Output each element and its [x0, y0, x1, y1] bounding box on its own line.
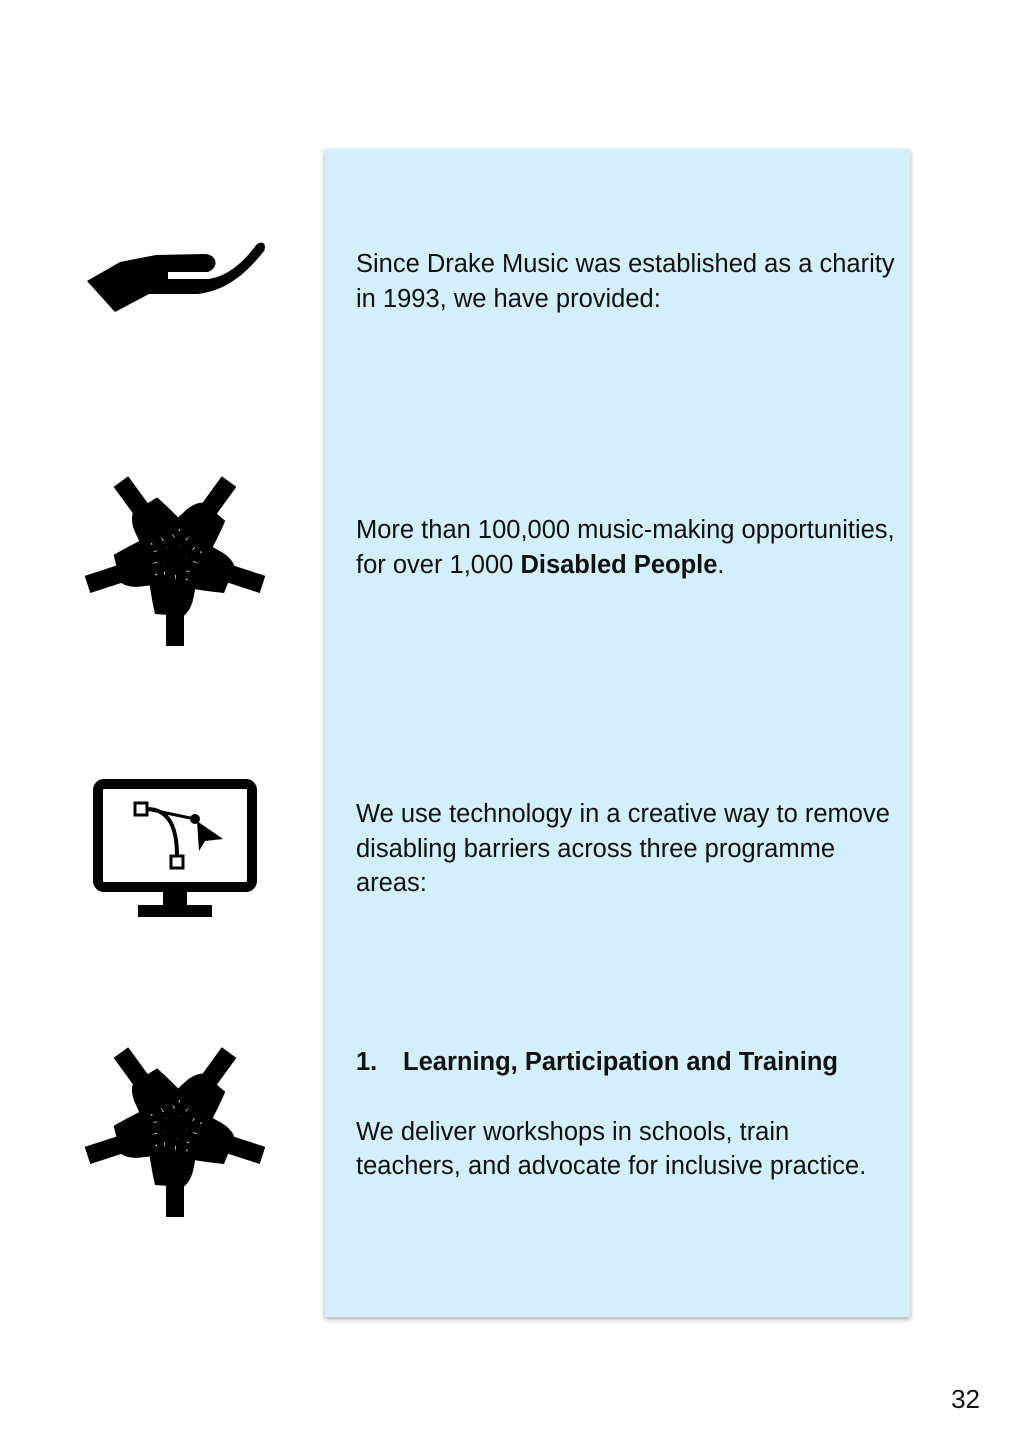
- opportunities-text-after: .: [717, 550, 725, 579]
- technology-text: We use technology in a creative way to remove disabling barriers across three programme areas:: [356, 800, 890, 897]
- hands-together-icon: [80, 1037, 270, 1217]
- page-number: 32: [951, 1384, 980, 1414]
- technology-text-block: [356, 797, 896, 901]
- intro-text: Since Drake Music was established as a charity in 1993, we have provided:: [356, 250, 895, 313]
- open-hand-icon: [84, 234, 268, 316]
- learning-heading-number: 1.: [356, 1048, 378, 1076]
- opportunities-text: [356, 513, 896, 582]
- learning-text: We deliver workshops in schools, train teachers, and advocate for inclusive practice.: [356, 1117, 867, 1180]
- hands-together-icon: [80, 466, 270, 646]
- learning-text-block: [356, 1045, 896, 1184]
- opportunities-text-block: [356, 513, 896, 582]
- computer-monitor-design-icon: [93, 779, 257, 919]
- opportunities-text-before: More than 100,000 music-making opportunities, for over 1,000: [356, 516, 895, 579]
- opportunities-bold-text: Disabled People: [520, 550, 718, 579]
- learning-heading: [356, 1045, 896, 1080]
- intro-text-block: [356, 247, 896, 316]
- learning-heading-text: Learning, Participation and Training: [403, 1048, 838, 1076]
